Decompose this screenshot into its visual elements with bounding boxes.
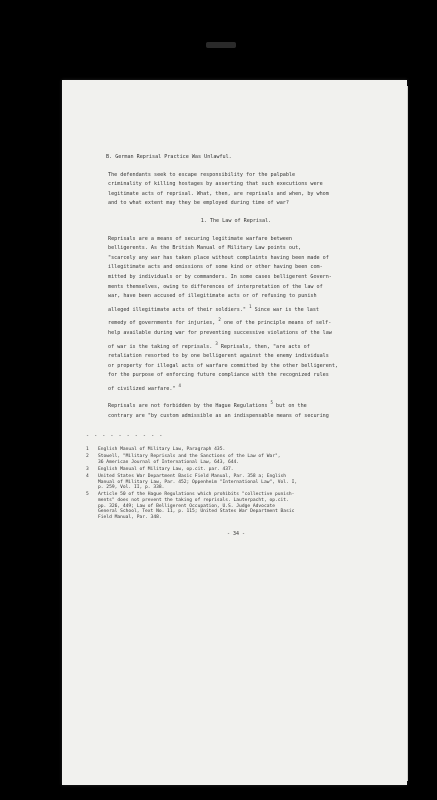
- footnote-line: Manual of Military Law, Par. 452; Oppenheim "International Law", Vol. I,: [98, 479, 298, 485]
- text-fragment: Since war is the last: [254, 306, 319, 313]
- footnote-line: General School, Text No. 11, p. 115; United States War Department Basic: [98, 509, 295, 515]
- footnote-line: United States War Department Basic Field Manual, Par. 358 a; English: [98, 474, 287, 480]
- footnote-number: 5: [86, 492, 89, 498]
- intro-paragraph: [86, 171, 386, 209]
- footnote-ref: 4: [178, 382, 181, 388]
- footnote-text: [98, 492, 386, 520]
- text-line: for the purpose of enforcing future compliance with the recognized rules: [108, 372, 329, 379]
- text-line: and to what extent may they be employed during time of war?: [108, 200, 289, 207]
- footnote-line: pp. 326, 449; Law of Belligerent Occupation, U.S. Judge Advocate: [98, 503, 276, 509]
- footnote-line: Field Manual, Par. 348.: [98, 514, 162, 520]
- text-line: illegitimate acts and omissions of some kind or other having been com-: [108, 264, 323, 271]
- text-line: criminality of killing hostages by asserting that such executions were: [108, 181, 323, 188]
- hague-paragraph: [86, 398, 386, 421]
- footnote-text: [98, 454, 386, 465]
- footnote-line: Stowell, "Military Reprisals and the Sanctions of the Law of War",: [98, 454, 281, 460]
- footnote-line: Article 50 of the Hague Regulations which prohibits "collective punish-: [98, 492, 295, 498]
- text-line: [86, 339, 386, 353]
- section-heading: B. German Reprisal Practice Was Unlawful.: [106, 154, 232, 160]
- footnote-line: p. 259, Vol. II, p. 338.: [98, 485, 165, 491]
- text-line: "scarcely any war has taken place without complaints having been made of: [108, 254, 329, 261]
- text-line: The defendants seek to escape responsibility for the palpable: [108, 171, 296, 178]
- text-line: Reprisals are a means of securing legitimate warfare between: [108, 235, 293, 242]
- page-content: [86, 153, 386, 540]
- footnote-line: 36 American Journal of International Law, 643, 644.: [98, 459, 240, 465]
- footnote-number: 2: [86, 454, 89, 460]
- footnote: [86, 447, 386, 453]
- text-line: [86, 302, 386, 316]
- text-fragment: but on the: [276, 403, 307, 410]
- text-fragment: alleged illegitimate acts of their soldiers.": [108, 306, 247, 313]
- footnote-line: English Manual of Military Law, op.cit. par. 437.: [98, 467, 234, 473]
- text-fragment: of civilized warfare.": [108, 385, 176, 392]
- text-fragment: Reprisals are not forbidden by the Hague Regulations: [108, 403, 268, 410]
- footnote: [86, 467, 386, 473]
- footnote-text: [98, 467, 386, 473]
- footnote-line: English Manual of Military Law, Paragraph 435.: [98, 447, 226, 453]
- text-fragment: of war is the taking of reprisals.: [108, 343, 213, 350]
- footnote-number: 1: [86, 447, 89, 453]
- footnote-ref: 5: [270, 400, 273, 406]
- text-line: [86, 315, 386, 329]
- footnote-number: 3: [86, 467, 89, 473]
- page-number: - 34 -: [226, 531, 246, 538]
- text-line: retaliation resorted to by one belligerent against the enemy individuals: [108, 353, 329, 360]
- text-fragment: one of the principle means of self-: [223, 320, 332, 327]
- text-line: legitimate acts of reprisal. What, then, are reprisals and when, by whom: [108, 190, 329, 197]
- subsection-heading: 1. The Law of Reprisal.: [200, 217, 272, 224]
- text-line: [86, 398, 386, 412]
- top-margin-mark: [206, 42, 236, 48]
- footnote-ref: 3: [215, 340, 218, 346]
- text-line: or property for illegal acts of warfare committed by the other belligerent,: [108, 362, 339, 369]
- footnote-ref: 1: [249, 303, 252, 309]
- text-line: war, have been accused of illegitimate acts or of refusing to punish: [108, 293, 317, 300]
- document-page: [62, 80, 407, 785]
- footnote: [86, 492, 386, 520]
- text-line: belligerents. As the British Manual of Military Law points out,: [108, 245, 302, 252]
- text-line: ments themselves, owing to differences of interpretation of the law of: [108, 283, 323, 290]
- footnote-line: ments" does not prevent the taking of reprisals. Lauterpacht, op.cit.: [98, 498, 289, 503]
- footnotes: [86, 447, 386, 520]
- text-fragment: Reprisals, then, "are acts of: [220, 343, 310, 350]
- text-line: [86, 381, 386, 395]
- text-fragment: remedy of governments for injuries,: [108, 320, 216, 327]
- text-line: help available during war for preventing successive violations of the law: [108, 329, 332, 336]
- footnote: [86, 474, 386, 491]
- footnote: [86, 454, 386, 465]
- text-line: contrary are "by custom admissible as an indispensable means of securing: [108, 413, 329, 420]
- footnote-text: [98, 447, 386, 453]
- text-line: mitted by individuals or by commanders. In some cases belligerent Govern-: [108, 273, 332, 280]
- footnote-divider: - - - - - - - - - -: [86, 432, 164, 439]
- footnote-text: [98, 474, 386, 491]
- footnote-ref: 2: [218, 317, 221, 323]
- reprisal-paragraph: [86, 235, 386, 395]
- footnote-number: 4: [86, 474, 89, 480]
